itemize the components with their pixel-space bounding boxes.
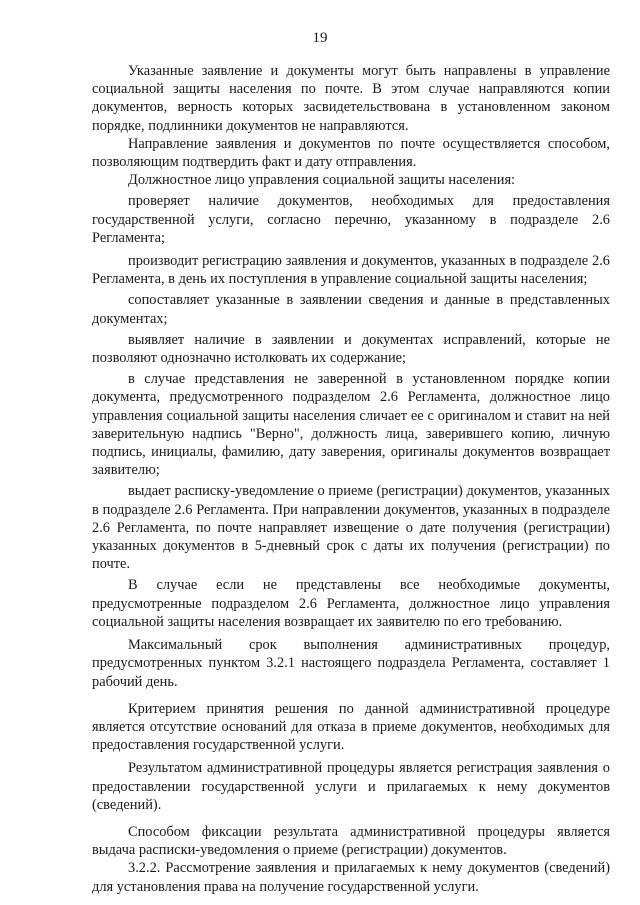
paragraph-issue-receipt: выдает расписку-уведомление о приеме (регистрации) документов, указанных в подразделе 2.6 Регламента. При направлении документов, указанных в подразделе 2.6 Регламента, по почте направляет извещение о дате получения (регистрации) указанных документов в 5-дневный срок с даты их получения (регистрации) по почте. — [92, 483, 610, 573]
paragraph-mail-submission: Указанные заявление и документы могут быть направлены в управление социальной защиты населения по почте. В этом случае направляются копии документов, верность которых засвидетельствована в установленном законом порядке, подлинники документов не направляются. — [92, 63, 610, 134]
paragraph-check-documents: проверяет наличие документов, необходимых для предоставления государственной услуги, согласно перечню, указанному в подразделе 2.6 Регламента; — [92, 193, 610, 246]
paragraph-certify-copy: в случае представления не заверенной в установленном порядке копии документа, предусмотренного подразделом 2.6 Регламента, должностное лицо управления социальной защиты населения сличает ее с оригиналом и ставит на ней заверительную надпись "Верно", должность лица, заверившего копию, личную подпись, инициалы, фамилию, дату заверения, оригиналы документов возвращает заявителю; — [92, 371, 610, 479]
paragraph-section-3-2-2: 3.2.2. Рассмотрение заявления и прилагаемых к нему документов (сведений) для установления права на получение государственной услуги. — [92, 860, 610, 895]
paragraph-register-documents: производит регистрацию заявления и документов, указанных в подразделе 2.6 Регламента, в день их поступления в управление социальной защиты населения; — [92, 253, 610, 288]
paragraph-result-fixation: Способом фиксации результата административной процедуры является выдача расписки-уведомления о приеме (регистрации) документов. — [92, 823, 610, 859]
paragraph-procedure-result: Результатом административной процедуры является регистрация заявления о предоставлении государственной услуги и прилагаемых к нему документов (сведений). — [92, 760, 610, 813]
paragraph-decision-criterion: Критерием принятия решения по данной административной процедуре является отсутствие оснований для отказа в приеме документов, необходимых для предоставления государственной услуги. — [92, 700, 610, 754]
page-number: 19 — [312, 30, 328, 46]
paragraph-return-documents: В случае если не представлены все необходимые документы, предусмотренные подразделом 2.6 Регламента, должностное лицо управления социальной защиты населения возвращает их заявителю по его требованию. — [92, 577, 610, 630]
paragraph-compare-data: сопоставляет указанные в заявлении сведения и данные в представленных документах; — [92, 292, 610, 327]
document-body — [92, 62, 610, 896]
paragraph-mail-method: Направление заявления и документов по почте осуществляется способом, позволяющим подтвердить факт и дату отправления. — [92, 135, 610, 171]
paragraph-official-intro: Должностное лицо управления социальной защиты населения: — [128, 172, 516, 189]
paragraph-max-duration: Максимальный срок выполнения административных процедур, предусмотренных пунктом 3.2.1 настоящего подраздела Регламента, составляет 1 рабочий день. — [92, 637, 610, 690]
paragraph-detect-corrections: выявляет наличие в заявлении и документах исправлений, которые не позволяют однозначно истолковать их содержание; — [92, 331, 610, 367]
